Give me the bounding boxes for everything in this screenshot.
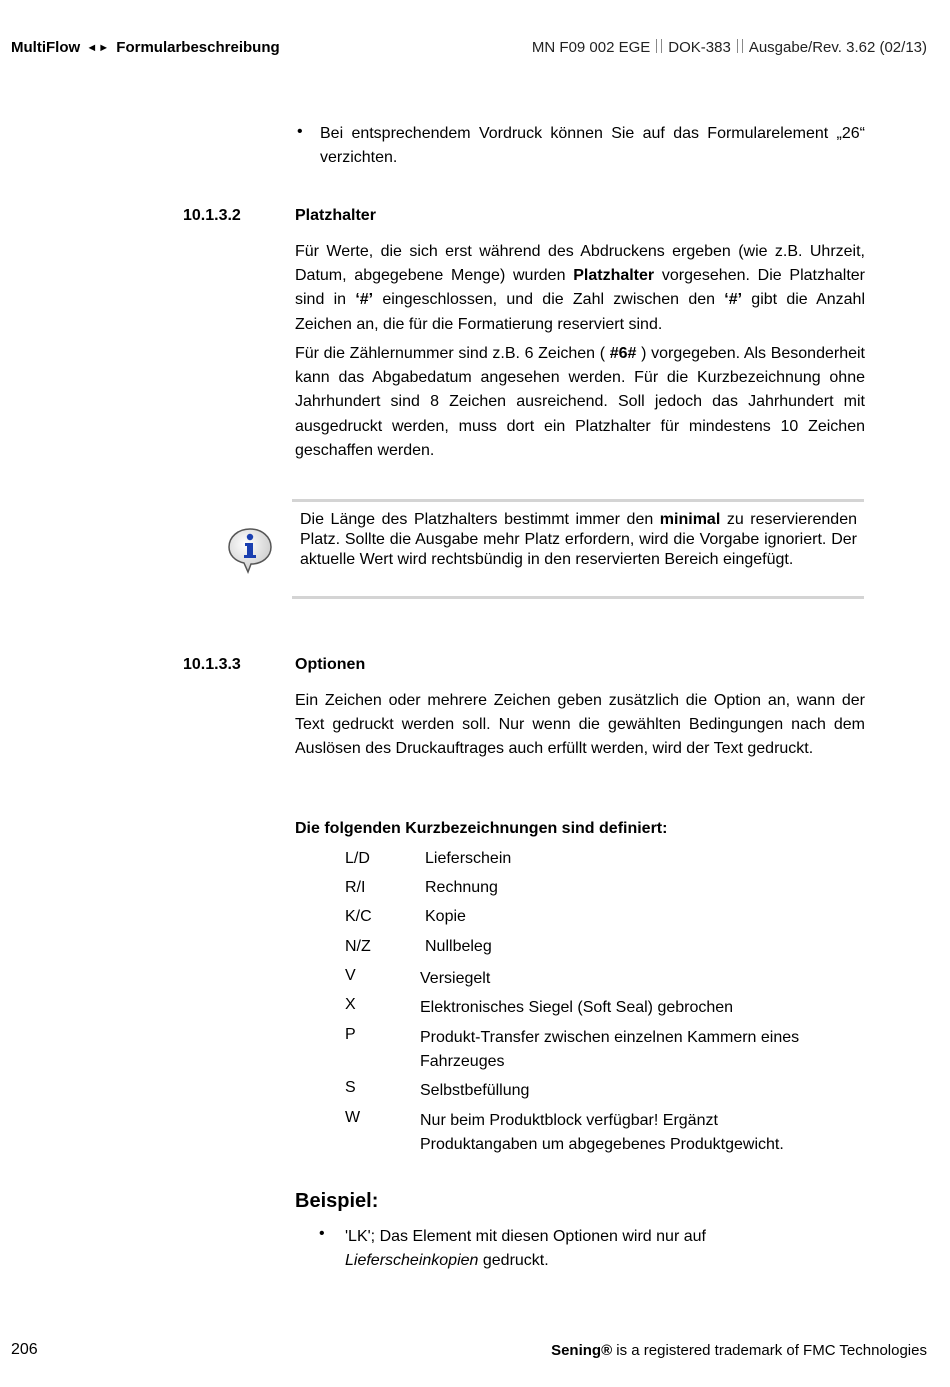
intro-bullet-text: Bei entsprechendem Vordruck können Sie auf das Formularelement „26“ verzichten. [320,125,865,167]
option-label: Selbstbefüllung [420,1082,530,1099]
bullet-icon: • [297,123,303,140]
option-code: V [345,967,356,984]
info-note-text: Die Länge des Platzhalters bestimmt immer den minimal zu reservierenden Platz. Sollte die Ausgabe mehr Platz erfordern, wird die Vorgabe ignoriert. Der aktuelle Wert wird rechtsbündig in den reservierten Bereich eingefügt. [300,511,857,569]
optionen-paragraph: Ein Zeichen oder mehrere Zeichen geben zusätzlich die Option an, wann der Text gedruckt werden soll. Nur wenn die gewählten Bedingungen nach dem Auslösen des Druckauftrages auch erfüllt werden, wird der Text gedruckt. [295,692,865,758]
platzhalter-paragraph-1: Für Werte, die sich erst während des Abdruckens ergeben (wie z.B. Uhrzeit, Datum, abgegebene Menge) wurden Platzhalter vorgesehen. Die Platzhalter sind in ‘#’ eingeschlossen, und die Zahl zwischen den ‘#’ gibt die Anzahl Zeichen an, die für die Formatierung reserviert sind. [295,243,866,333]
header-arrows-icon: ◄► [86,42,111,54]
section-title-optionen: Optionen [295,656,366,673]
option-code: N/Z [345,938,371,955]
options-list-heading: Die folgenden Kurzbezeichnungen sind definiert: [295,820,668,837]
page-header-doc-info [532,39,927,56]
header-separator [656,39,662,53]
header-product: MultiFlow [11,39,81,56]
option-label: Lieferschein [425,850,512,867]
option-label: Nur beim Produktblock verfügbar! Ergänzt Produktangaben um abgegebenes Produktgewicht. [420,1112,784,1153]
option-label: Kopie [425,908,466,925]
page-header-title [11,39,280,56]
info-icon [226,526,274,574]
option-label: Versiegelt [420,970,491,987]
option-code: K/C [345,908,372,925]
option-code: S [345,1079,356,1096]
option-label: Elektronisches Siegel (Soft Seal) gebrochen [420,999,734,1016]
header-section: Formularbeschreibung [116,39,280,56]
option-label: Rechnung [425,879,498,896]
header-doc-id: DOK-383 [668,39,731,56]
section-title-platzhalter: Platzhalter [295,207,376,224]
option-code: W [345,1109,361,1126]
option-code: L/D [345,850,370,867]
example-heading: Beispiel: [295,1190,379,1212]
footer-trademark: Sening® is a registered trademark of FMC Technologies [551,1342,927,1359]
option-label: Nullbeleg [425,938,492,955]
option-code: X [345,996,356,1013]
section-number-optionen: 10.1.3.3 [183,656,241,673]
info-note-box [292,499,864,599]
example-text: 'LK'; Das Element mit diesen Optionen wird nur auf Lieferscheinkopien gedruckt. [345,1228,706,1269]
header-doc-number: MN F09 002 EGE [531,39,651,56]
header-separator [737,39,743,53]
option-code: R/I [345,879,366,896]
option-label: Produkt-Transfer zwischen einzelnen Kammern eines Fahrzeuges [420,1029,800,1070]
bullet-icon: • [319,1225,325,1242]
option-code: P [345,1026,356,1043]
section-number-platzhalter: 10.1.3.2 [183,207,241,224]
platzhalter-paragraph-2: Für die Zählernummer sind z.B. 6 Zeichen ( #6# ) vorgegeben. Als Besonderheit kann das Abgabedatum angesehen werden. Für die Kurzbezeichnung ohne Jahrhundert sind 8 Zeichen ausreichend. Soll jedoch das Jahrhundert mit ausgedruckt werden, muss dort ein Platzhalter für mindestens 10 Zeichen geschaffen werden. [295,345,865,459]
header-revision: Ausgabe/Rev. 3.62 (02/13) [748,39,927,56]
page-number: 206 [11,1341,38,1358]
